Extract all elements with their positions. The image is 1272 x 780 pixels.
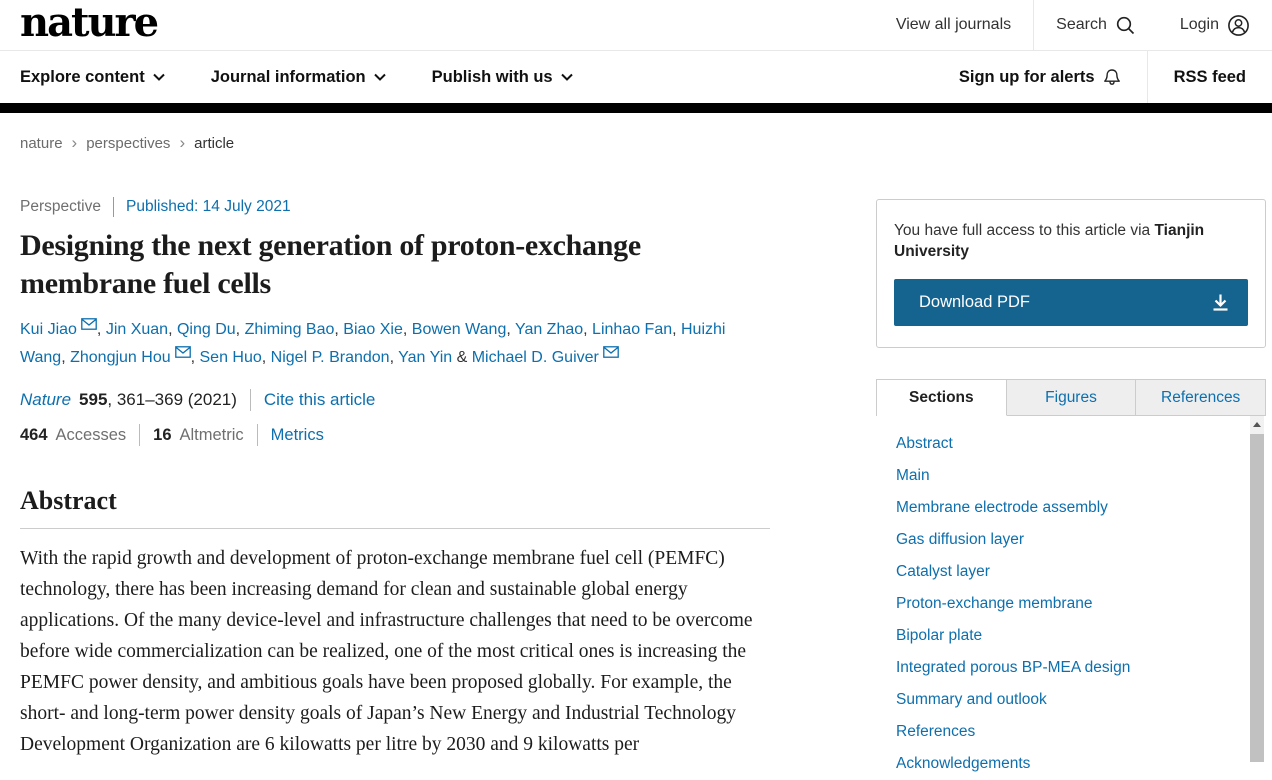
author-link[interactable]: Zhongjun Hou [70,349,171,366]
toc-list [896,428,1266,780]
author-link[interactable]: Michael D. Guiver [471,349,599,366]
author-link[interactable]: Sen Huo [199,349,262,366]
article-type-label: Perspective [20,198,101,215]
tab-references[interactable]: References [1136,380,1265,416]
article-meta-row [20,197,775,217]
author-separator: , [261,349,271,366]
page-range: , 361–369 (2021) [107,390,237,409]
scrollbar-thumb[interactable] [1250,434,1264,762]
author-separator: , [402,321,412,338]
black-divider-bar [0,103,1272,113]
breadcrumb-article: article [194,135,235,152]
chevron-down-icon [561,73,573,81]
author-separator: , [168,321,177,338]
breadcrumb-nature[interactable]: nature [20,135,63,152]
breadcrumb-perspectives[interactable]: perspectives [86,135,171,152]
scrollbar-up-button[interactable] [1250,416,1264,433]
tab-figures[interactable]: Figures [1007,380,1137,416]
nav-publish-with-us[interactable] [432,68,573,87]
download-pdf-button[interactable] [894,279,1248,326]
abstract-text: With the rapid growth and development of proton-exchange membrane fuel cell (PEMFC) technology, there has been increasing demand for clean and sustainable global energy applications. Of the many device-level and infrastructure challenges that need to be overcome before wide commercialization can be realized, one of the most critical ones is increasing the PEMFC power density, and ambitious goals have been proposed globally. For example, the short- and long-term power density goals of Japan’s New Energy and Industrial Technology Development Organization are 6 kilowatts per litre by 2030 and 9 kilowatts per [20,548,753,755]
article-content [20,152,775,760]
search-link[interactable] [1033,0,1158,50]
abstract-divider [20,528,770,529]
author-separator: & [452,349,472,366]
toc-link[interactable]: Summary and outlook [896,691,1047,708]
metrics-row [20,424,775,446]
login-label: Login [1179,16,1219,33]
view-all-journals-link[interactable] [874,0,1033,50]
journal-nav-left [20,51,573,103]
nav-publish-with-us-label: Publish with us [431,67,553,86]
author-separator: , [190,349,200,366]
toc-link[interactable]: Main [896,467,930,484]
toc-link[interactable]: Acknowledgements [896,755,1031,772]
author-link[interactable]: Yan Yin [398,349,453,366]
envelope-icon [81,318,97,330]
scroll-up-arrow-icon [1253,422,1261,427]
journal-nav-right [933,51,1272,103]
bell-icon [1103,68,1121,87]
rss-feed-label: RSS feed [1173,67,1246,86]
chevron-down-icon [374,73,386,81]
access-text-before: You have full access to this article via [894,222,1155,239]
toc-link[interactable]: Gas diffusion layer [896,531,1025,548]
author-separator: , [672,321,681,338]
altmetric-label: Altmetric [179,425,244,444]
divider [113,197,114,217]
author-link[interactable]: Linhao Fan [592,321,673,338]
site-header [0,0,1272,51]
sidebar-tabs [876,379,1266,416]
login-link[interactable] [1158,0,1272,50]
citation-row [20,389,775,411]
access-text [894,220,1248,262]
toc-link[interactable]: Membrane electrode assembly [896,499,1108,516]
toc-link[interactable]: Integrated porous BP-MEA design [896,659,1131,676]
access-box [876,199,1266,348]
nav-explore-content-label: Explore content [20,67,145,86]
author-list [20,316,775,372]
envelope-icon [175,346,191,358]
nav-explore-content[interactable] [20,68,165,87]
search-icon [1115,15,1136,36]
rss-feed-link[interactable] [1147,51,1272,103]
toc-link[interactable]: Proton-exchange membrane [896,595,1093,612]
author-link[interactable]: Nigel P. Brandon [270,349,390,366]
chevron-down-icon [153,73,165,81]
author-separator: , [583,321,593,338]
journal-nav [0,51,1272,103]
cite-article-link[interactable]: Cite this article [263,390,376,409]
author-separator: , [506,321,515,338]
author-separator: , [334,321,344,338]
nature-logo[interactable]: nature [20,0,158,46]
author-link[interactable]: Bowen Wang [411,321,507,338]
journal-link[interactable]: Nature [20,390,72,409]
altmetric-count: 16 [153,425,172,444]
author-link[interactable]: Kui Jiao [20,321,77,338]
toc-link[interactable]: References [896,723,976,740]
tab-sections[interactable]: Sections [877,380,1007,416]
main-layout [0,152,1272,772]
author-separator: , [389,349,399,366]
breadcrumb [0,113,1272,152]
chevron-right-icon: › [71,133,78,152]
author-link[interactable]: Qing Du [176,321,236,338]
toc-link[interactable]: Abstract [896,435,953,452]
institution-name: Tianjin University [894,222,1205,260]
nav-journal-information-label: Journal information [210,67,366,86]
divider [257,424,258,446]
toc-link[interactable]: Catalyst layer [896,563,990,580]
author-link[interactable]: Jin Xuan [105,321,169,338]
signup-alerts-link[interactable] [933,51,1147,103]
author-link[interactable]: Biao Xie [343,321,403,338]
divider [139,424,140,446]
page-title: Designing the next generation of proton-exchange membrane fuel cells [20,229,641,300]
sidebar [876,152,1266,772]
account-icon [1227,14,1250,37]
accesses-label: Accesses [55,425,127,444]
download-pdf-label: Download PDF [919,293,1030,311]
scrollbar[interactable] [1250,416,1264,762]
view-all-journals-label: View all journals [895,16,1012,33]
author-link[interactable]: Huizhi Wang [20,321,726,366]
search-label: Search [1056,16,1107,33]
author-link[interactable]: Yan Zhao [514,321,584,338]
author-separator: , [61,349,71,366]
volume-number: 595 [79,390,108,409]
published-date: Published: 14 July 2021 [125,198,291,215]
header-utility-links [874,0,1272,50]
author-separator: , [96,321,106,338]
author-link[interactable]: Zhiming Bao [244,321,335,338]
metrics-link[interactable]: Metrics [270,425,324,444]
accesses-count: 464 [20,425,48,444]
abstract-heading: Abstract [20,486,117,515]
toc-link[interactable]: Bipolar plate [896,627,983,644]
download-icon [1211,293,1230,312]
author-separator: , [235,321,245,338]
nav-journal-information[interactable] [211,68,386,87]
divider [250,389,251,411]
sections-panel [876,416,1266,772]
signup-alerts-label: Sign up for alerts [958,67,1095,86]
envelope-icon [603,346,619,358]
chevron-right-icon: › [179,133,186,152]
